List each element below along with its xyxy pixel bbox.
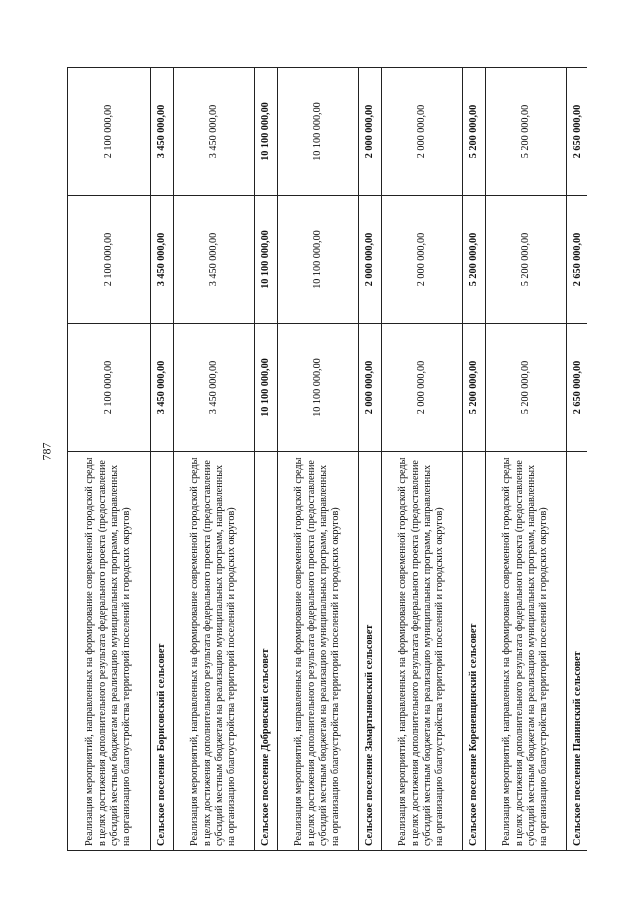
row-value-cell-1: 3 450 000,00 [174, 324, 255, 452]
row-value-cell-1: 2 000 000,00 [359, 324, 382, 452]
rotated-table-container [67, 67, 587, 851]
row-value-cell-1: 2 100 000,00 [68, 324, 151, 452]
row-value-cell-3: 2 000 000,00 [382, 68, 463, 196]
row-value-cell-1: 2 000 000,00 [382, 324, 463, 452]
table-row-program [382, 68, 463, 851]
budget-table [67, 67, 587, 851]
row-value-cell-1: 10 100 000,00 [278, 324, 359, 452]
budget-table-body [68, 68, 588, 851]
row-value-cell-1: 10 100 000,00 [255, 324, 278, 452]
row-value-cell-1: 5 200 000,00 [463, 324, 486, 452]
row-value-cell-2: 2 650 000,00 [567, 196, 588, 324]
row-value-cell-2: 2 100 000,00 [68, 196, 151, 324]
table-row-program [174, 68, 255, 851]
table-row-program [68, 68, 151, 851]
row-value-cell-2: 10 100 000,00 [255, 196, 278, 324]
row-value-cell-3: 10 100 000,00 [255, 68, 278, 196]
row-description-cell: Сельское поселение Замартыновский сельсовет [359, 452, 382, 851]
table-row-settlement-total [255, 68, 278, 851]
row-description-cell: Реализация мероприятий, направленных на формирование современной городской среды в целях достижения дополнительного результата федерального проекта (предоставление субсидий местным бюджетам на реализацию муниципальных программ, направленных на организацию благоустройства территорий поселений и городских округов) [68, 452, 151, 851]
row-description-cell: Сельское поселение Кореневщинский сельсовет [463, 452, 486, 851]
page-number: 787 [39, 442, 54, 461]
row-description-cell: Сельское поселение Добровский сельсовет [255, 452, 278, 851]
table-row-program [278, 68, 359, 851]
table-row-program [486, 68, 567, 851]
row-description-cell: Реализация мероприятий, направленных на формирование современной городской среды в целях достижения дополнительного результата федерального проекта (предоставление субсидий местным бюджетам на реализацию муниципальных программ, направленных на организацию благоустройства территорий поселений и городских округов) [278, 452, 359, 851]
row-description-cell: Реализация мероприятий, направленных на формирование современной городской среды в целях достижения дополнительного результата федерального проекта (предоставление субсидий местным бюджетам на реализацию муниципальных программ, направленных на организацию благоустройства территорий поселений и городских округов) [174, 452, 255, 851]
row-value-cell-2: 5 200 000,00 [486, 196, 567, 324]
row-description-cell: Реализация мероприятий, направленных на формирование современной городской среды в целях достижения дополнительного результата федерального проекта (предоставление субсидий местным бюджетам на реализацию муниципальных программ, направленных на организацию благоустройства территорий поселений и городских округов) [486, 452, 567, 851]
row-value-cell-1: 2 650 000,00 [567, 324, 588, 452]
row-value-cell-2: 5 200 000,00 [463, 196, 486, 324]
table-row-settlement-total [567, 68, 588, 851]
row-value-cell-2: 3 450 000,00 [151, 196, 174, 324]
table-row-settlement-total [151, 68, 174, 851]
row-value-cell-2: 10 100 000,00 [278, 196, 359, 324]
row-value-cell-3: 3 450 000,00 [151, 68, 174, 196]
row-value-cell-3: 10 100 000,00 [278, 68, 359, 196]
row-value-cell-2: 3 450 000,00 [174, 196, 255, 324]
row-value-cell-3: 3 450 000,00 [174, 68, 255, 196]
row-value-cell-3: 2 650 000,00 [567, 68, 588, 196]
table-row-settlement-total [463, 68, 486, 851]
row-value-cell-2: 2 000 000,00 [382, 196, 463, 324]
row-value-cell-3: 2 100 000,00 [68, 68, 151, 196]
row-value-cell-3: 5 200 000,00 [486, 68, 567, 196]
row-value-cell-1: 3 450 000,00 [151, 324, 174, 452]
row-description-cell: Сельское поселение Панинский сельсовет [567, 452, 588, 851]
row-value-cell-2: 2 000 000,00 [359, 196, 382, 324]
table-row-settlement-total [359, 68, 382, 851]
row-value-cell-3: 5 200 000,00 [463, 68, 486, 196]
row-value-cell-3: 2 000 000,00 [359, 68, 382, 196]
row-value-cell-1: 5 200 000,00 [486, 324, 567, 452]
table-viewport [67, 67, 587, 851]
row-description-cell: Реализация мероприятий, направленных на формирование современной городской среды в целях достижения дополнительного результата федерального проекта (предоставление субсидий местным бюджетам на реализацию муниципальных программ, направленных на организацию благоустройства территорий поселений и городских округов) [382, 452, 463, 851]
row-description-cell: Сельское поселение Борисовский сельсовет [151, 452, 174, 851]
